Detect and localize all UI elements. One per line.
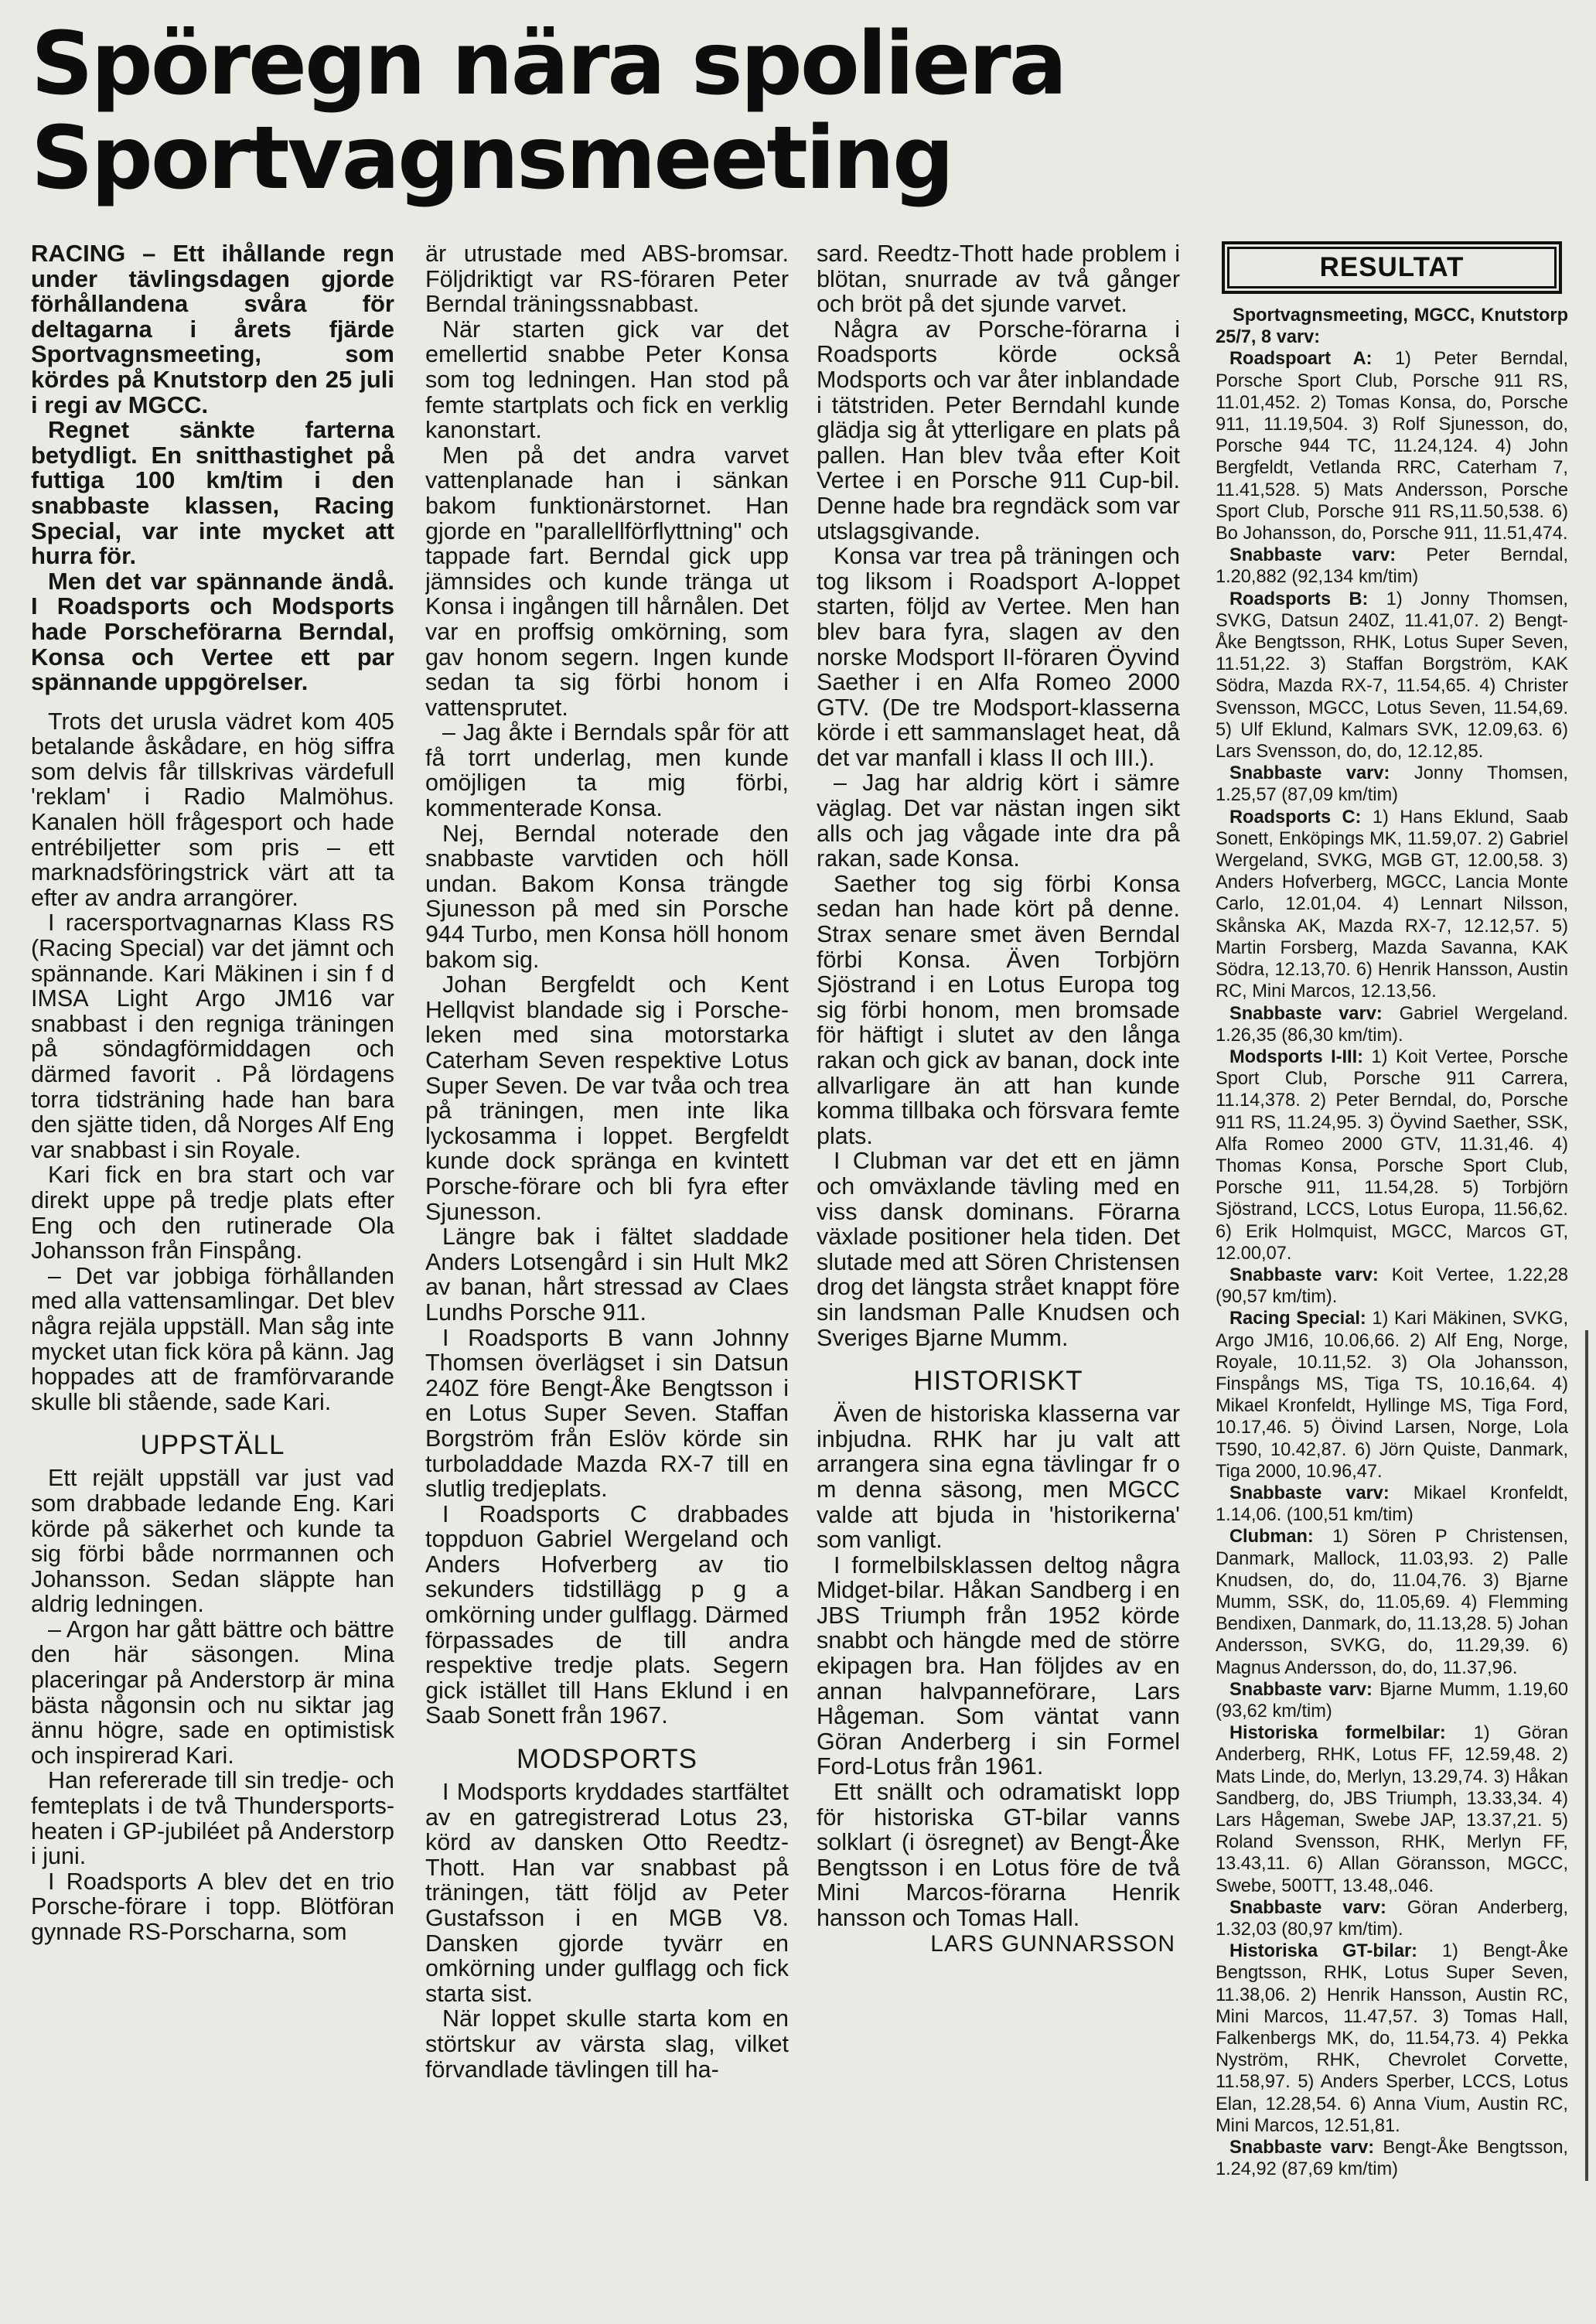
article-column-1 [31,241,394,2322]
body-paragraph: Kari fick en bra start och var direkt uppe på tredje plats efter Eng och den rutinerade Ola Johansson från Finspång. [31,1162,394,1264]
lead-paragraph: RACING – Ett ihållande regn under tävlingsdagen gjorde förhållandena svåra för deltagarna i årets fjärde Sportvagnsmeeting, som kördes på Knutstorp den 25 juli i regi av MGCC. [31,241,394,418]
subheading-historiskt: HISTORISKT [913,1366,1083,1397]
body-paragraph: Han refererade till sin tredje- och femteplats i de två Thundersports-heaten i GP-jubiléet på Anderstorp i juni. [31,1767,394,1870]
result-entry [1216,589,1568,763]
headline-line-1: Spöregn nära spoliera [31,14,1066,114]
result-entry-text: 1) Kari Mäkinen, SVKG, Argo JM16, 10.06,66. 2) Alf Eng, Norge, Royale, 10.11,52. 3) Ola Johansson, Finspångs MS, Tiga TS, 10.16,64. 4) Mikael Kronfeldt, Hyllinge MS, Tiga Ford, 10.17,46. 5) Öivind Larsen, Norge, Lola T590, 10.42,87. 6) Jörn Quiste, Danmark, Tiga 2000, 10.96,47. [1216,1309,1568,1482]
lead-paragraph: Men det var spännande ändå. I Roadsports och Modsports hade Porscheförarna Berndal, Konsa och Vertee ett par spännande uppgörelser. [31,567,394,696]
result-entry-label: Clubman: [1229,1527,1314,1548]
body-paragraph: sard. Reedtz-Thott hade problem i blötan, snurrade av två gånger och bröt på det sjunde varvet. [817,241,1180,318]
result-entry-label: Historiska formelbilar: [1229,1723,1446,1744]
results-title: RESULTAT [1319,252,1465,282]
body-paragraph: Även de historiska klasserna var inbjudna. RHK har ju valt att arrangera sina egna tävlingar fr o m denna säsong, men MGCC valde att bjuda in 'historikerna' som vanligt. [817,1401,1180,1554]
result-entry-label: Snabbaste varv: [1229,1264,1379,1285]
result-entry [1216,1679,1568,1722]
result-entry [1216,1722,1568,1897]
result-entry-text: 1) Hans Eklund, Saab Sonett, Enköpings MK, 11.59,07. 2) Gabriel Wergeland, SVKG, MGB GT, 12.00,58. 3) Anders Hofverberg, MGCC, Lancia Monte Carlo, 12.01,04. 4) Lennart Nilsson, Skånska AK, Mazda RX-7, 12.12,57. 5) Martin Forsberg, Mazda Savanna, KAK Södra, 12.13,70. 6) Henrik Hansson, Austin RC, Mini Marcos, 12.13,56. [1216,807,1568,1002]
result-entry-label: Snabbaste varv: [1229,1483,1390,1503]
headline-line-2: Sportvagnsmeeting [31,108,953,209]
results-list [1216,305,1568,2180]
result-entry-label: Racing Special: [1229,1309,1366,1329]
result-entry-label: Modsports I-III: [1229,1046,1364,1067]
body-paragraph: – Det var jobbiga förhållanden med alla vattensamlingar. Det blev några rejäla uppställ. Man såg inte mycket utan fick köra på känn. Jag hoppades att de framförvarande skulle bli stående, sade Kari. [31,1262,394,1415]
result-entry-label: Roadsports B: [1229,589,1369,609]
article-column-2 [425,241,789,2322]
result-entry-label: Roadspoart A: [1229,349,1373,370]
result-entry [1216,763,1568,806]
lead-paragraph: Regnet sänkte farterna betydligt. En snitthastighet på futtiga 100 km/tim i den snabbaste klassen, Racing Special, var inte mycket att hurra för. [31,416,394,570]
body-paragraph: Ett snällt och odramatiskt lopp för historiska GT-bilar vanns solklart (i ösregnet) av Bengt-Åke Bengtsson i en Lotus före de två Mini Marcos-förarna Henrik hansson och Tomas Hall. [817,1779,1180,1931]
body-paragraph: I Roadsports C drabbades toppduon Gabriel Wergeland och Anders Hofverberg av tio sekunders tidstillägg p g a omkörning under gulflagg. Därmed förpassades de till andra respektive tredje plats. Segern gick istället till Hans Eklund i en Saab Sonett från 1967. [425,1500,789,1729]
result-entry-text: Gabriel Wergeland. 1.26,35 (86,30 km/tim). [1216,1003,1568,1046]
article-column-3 [817,241,1180,2322]
result-entry [1216,807,1568,1003]
body-paragraph: Trots det urusla vädret kom 405 betalande åskådare, en hög siffra som delvis får tillskrivas värdefull 'reklam' i Radio Malmöhus. Kanalen höll frågesport och hade entrébiljetter som pris – ett marknadsföringstrick värt att ta efter av andra arrangörer. [31,708,394,911]
result-entry [1216,1483,1568,1526]
result-entry-text: 1) Jonny Thomsen, SVKG, Datsun 240Z, 11.41,07. 2) Bengt-Åke Bengtsson, RHK, Lotus Super Seven, 11.51,22. 3) Staffan Borgström, KAK Södra, Mazda RX-7, 11.54,65. 4) Christer Svensson, MGCC, Lotus Seven, 11.54,69. 5) Ulf Eklund, Kalmars SVK, 12.09,63. 6) Lars Svensson, do, do, 12.12,85. [1216,589,1568,763]
result-entry-text: 1) Sören P Christensen, Danmark, Mallock, 11.03,93. 2) Palle Knudsen, do, do, 11.04,76. 3) Bjarne Mumm, SSK, do, 11.05,69. 4) Flemming Bendixen, Danmark, do, 11.13,28. 5) Johan Andersson, SVKG, do, 11.29,39. 6) Magnus Andersson, do, do, 11.37,96. [1216,1527,1568,1678]
result-entry [1216,1940,1568,2137]
result-entry [1216,1897,1568,1940]
subheading-uppstall: UPPSTÄLL [140,1430,285,1461]
result-entry-text: 1) Peter Berndal, Porsche Sport Club, Porsche 911 RS, 11.01,452. 2) Tomas Konsa, do, Porsche 911, 11.19,504. 3) Rolf Sjunesson, do, Porsche 944 TC, 11.24,124. 4) John Bergfeldt, Vetlanda RRC, Caterham 7, 11.41,528. 5) Mats Andersson, Porsche Sport Club, Porsche 911 RS,11.50,538. 6) Bo Johansson, do, Porsche 911, 11.51,474. [1216,349,1568,544]
body-paragraph: I racersportvagnarnas Klass RS (Racing Special) var det jämnt och spännande. Kari Mäkinen i sin f d IMSA Light Argo JM16 var snabbast i den regniga träningen på söndagförmiddagen och därmed favorit . På lördagens torra tidsträning hade han bara den sjätte tiden, då Norges Alf Eng var snabbast i sin Royale. [31,909,394,1163]
body-paragraph: I Roadsports A blev det en trio Porsche-förare i topp. Blötföran gynnade RS-Porscharna, som [31,1868,394,1945]
result-entry-text: Göran Anderberg, 1.32,03 (80,97 km/tim). [1216,1897,1568,1940]
results-intro-text: Sportvagnsmeeting, MGCC, Knutstorp 25/7, 8 varv: [1216,305,1568,348]
author-byline: LARS GUNNARSSON [930,1930,1175,1957]
result-entry-text: 1) Göran Anderberg, RHK, Lotus FF, 12.59,48. 2) Mats Linde, do, Merlyn, 13.29,74. 3) Håkan Sandberg, do, JBS Triumph, 13.33,34. 4) Lars Hågeman, Swebe JAP, 13.37,21. 5) Roland Svensson, RHK, Merlyn FF, 13.43,11. 6) Allan Göransson, MGCC, Swebe, 500TT, 13.48,.046. [1216,1723,1568,1896]
body-paragraph: Några av Porsche-förarna i Roadsports körde också Modsports och var åter inblandade i tätstriden. Peter Berndahl kunde glädja sig åt ytterligare en plats på pallen. Han blev tvåa efter Koit Vertee i en Porsche 911 Cup-bil. Denne hade bra regndäck som var utslagsgivande. [817,316,1180,544]
body-paragraph: – Jag åkte i Berndals spår för att få torrt underlag, men kunde omöjligen ta mig förbi, kommenterade Konsa. [425,719,789,822]
body-paragraph: Längre bak i fältet sladdade Anders Lotsengård i sin Hult Mk2 av banan, hårt stressad av Claes Lundhs Porsche 911. [425,1223,789,1326]
body-paragraph: När loppet skulle starta kom en störtskur av värsta slag, vilket förvandlade tävlingen till ha- [425,2005,789,2083]
result-entry-text: Peter Berndal, 1.20,882 (92,134 km/tim) [1216,545,1568,588]
subheading-modsports: MODSPORTS [517,1744,697,1775]
result-entry-text: Bjarne Mumm, 1.19,60 (93,62 km/tim) [1216,1679,1568,1722]
body-paragraph: I Modsports kryddades startfältet av en gatregistrerad Lotus 23, körd av dansken Otto Reedtz-Thott. Han var snabbast på träningen, tätt följd av Peter Gustafsson i en MGB V8. Dansken gjorde tyvärr en omkörning under gulflagg och fick starta sist. [425,1779,789,2007]
result-entry-label: Snabbaste varv: [1229,763,1390,784]
result-entry [1216,1308,1568,1483]
result-entry [1216,1526,1568,1678]
result-entry-text: 1) Bengt-Åke Bengtsson, RHK, Lotus Super Seven, 11.38,06. 2) Henrik Hansson, Austin RC, Mini Marcos, 11.47,57. 3) Tomas Hall, Falkenbergs MK, do, 11.54,73. 4) Pekka Nyström, RHK, Chevrolet Corvette, 11.58,97. 5) Anders Sperber, LCCS, Lotus Elan, 12.28,54. 6) Anna Vium, Austin RC, Mini Marcos, 12.51,81. [1216,1941,1568,2136]
result-entry-label: Snabbaste varv: [1229,1003,1383,1024]
result-entry [1216,2137,1568,2180]
result-entry-text: 1) Koit Vertee, Porsche Sport Club, Porsche 911 Carrera, 11.14,378. 2) Peter Berndal, do, Porsche 911 RS, 11.24,95. 3) Öyvind Saether, SSK, Alfa Romeo 2000 GTV, 11.31,46. 4) Thomas Konsa, Porsche Sport Club, Porsche 911, 11.54,28. 5) Torbjörn Sjöstrand, LCCS, Lotus Europa, 11.56,62. 6) Erik Holmquist, MGCC, Marcos GT, 12.00,07. [1216,1046,1568,1264]
lead-paragraphs [31,241,394,695]
body-paragraph: Ett rejält uppställ var just vad som drabbade ledande Eng. Kari körde på säkerhet och kunde ta sig förbi både norrmannen och Johansson. Sedan släppte han aldrig ledningen. [31,1465,394,1618]
body-paragraph: Nej, Berndal noterade den snabbaste varvtiden och höll undan. Bakom Konsa trängde Sjunesson på med sin Porsche 944 Turbo, men Konsa höll honom bakom sig. [425,820,789,973]
result-entry-label: Snabbaste varv: [1229,2138,1375,2158]
results-intro [1216,305,1568,348]
result-entry-label: Historiska GT-bilar: [1229,1941,1418,1962]
body-paragraph: I formelbilsklassen deltog några Midget-bilar. Håkan Sandberg i en JBS Triumph från 1952 körde snabbt och hängde med de större ekipagen bra. Han följdes av en annan halvpanneförare, Lars Hågeman. Som väntat vann Göran Anderberg i sin Formel Ford-Lotus från 1961. [817,1551,1180,1780]
body-paragraph: Johan Bergfeldt och Kent Hellqvist blandade sig i Porsche-leken med sina motorstarka Caterham Seven respektive Lotus Super Seven. De var tvåa och trea på träningen, men inte lika lyckosamma i loppet. Bergfeldt kunde dock spränga en kvintett Porsche-förare och bli fyra efter Sjunesson. [425,971,789,1225]
result-entry [1216,1264,1568,1308]
body-paragraph: – Argon har gått bättre och bättre den här säsongen. Mina placeringar på Anderstorp är mina bästa någonsin och nu siktar jag ännu högre, sade en optimistisk och inspirerad Kari. [31,1616,394,1769]
headline [31,14,1562,209]
result-entry-text: Mikael Kronfeldt, 1.14,06. (100,51 km/tim) [1216,1483,1568,1526]
result-entry-label: Roadsports C: [1229,807,1362,828]
result-entry-label: Snabbaste varv: [1229,1679,1373,1700]
result-entry [1216,544,1568,588]
body-paragraph: I Roadsports B vann Johnny Thomsen överlägset i sin Datsun 240Z före Bengt-Åke Bengtsson i en Lotus Super Seven. Staffan Borgström från Eslöv körde sin turboladdade Mazda RX-7 till en slutlig tredjeplats. [425,1324,789,1503]
body-paragraph: I Clubman var det ett en jämn och omväxlande tävling med en viss dansk dominans. Förarna växlade positioner hela tiden. Det slutade med att Sören Christensen drog det längsta strået knappt före sin landsman Palle Knudsen och Sveriges Bjarne Mumm. [817,1148,1180,1351]
results-column [1216,241,1568,2322]
result-entry-text: Jonny Thomsen, 1.25,57 (87,09 km/tim) [1216,763,1568,806]
result-entry [1216,1046,1568,1264]
result-entry-text: Bengt-Åke Bengtsson, 1.24,92 (87,69 km/tim) [1216,2138,1568,2180]
results-title-box [1222,241,1562,294]
page-edge-shadow [1585,1330,1588,2181]
body-paragraph: Men på det andra varvet vattenplanade han i sänkan bakom funktionärstornet. Han gjorde en "parallellförflyttning" och tappade fart. Berndal gick upp jämnsides och kunde tränga ut Konsa i ingången till hårnålen. Det var en proffsig omkörning, som gav honom segern. Ingen kunde sedan ta sig förbi honom i vattensprutet. [425,442,789,721]
result-entry-text: Koit Vertee, 1.22,28 (90,57 km/tim). [1216,1264,1568,1308]
result-entry-label: Snabbaste varv: [1229,545,1396,566]
body-paragraph: Konsa var trea på träningen och tog liksom i Roadsport A-loppet starten, följd av Vertee. Men han blev bara fyra, slagen av den norske Modsport II-föraren Öyvind Saether i en Alfa Romeo 2000 GTV. (De tre Modsport-klasserna körde i ett sammanslaget heat, då det var manfall i klass II och III.). [817,543,1180,771]
body-paragraph: är utrustade med ABS-bromsar. Följdriktigt var RS-föraren Peter Berndal träningssnabbast. [425,241,789,318]
body-paragraph: Saether tog sig förbi Konsa sedan han hade kört på denne. Strax senare smet även Berndal förbi Konsa. Även Torbjörn Sjöstrand i en Lotus Europa tog sig förbi honom, men bromsade för häftigt i slutet av den långa rakan och gick av banan, dock inte allvarligare än att han kunde komma tillbaka och försvara femte plats. [817,870,1180,1149]
body-paragraph: – Jag har aldrig kört i sämre väglag. Det var nästan ingen sikt alls och jag vågade inte dra på rakan, sade Konsa. [817,770,1180,872]
body-paragraph: När starten gick var det emellertid snabbe Peter Konsa som tog ledningen. Han stod på femte startplats och fick en verklig kanonstart. [425,316,789,444]
result-entry [1216,1003,1568,1046]
result-entry-label: Snabbaste varv: [1229,1897,1386,1918]
result-entry [1216,348,1568,544]
